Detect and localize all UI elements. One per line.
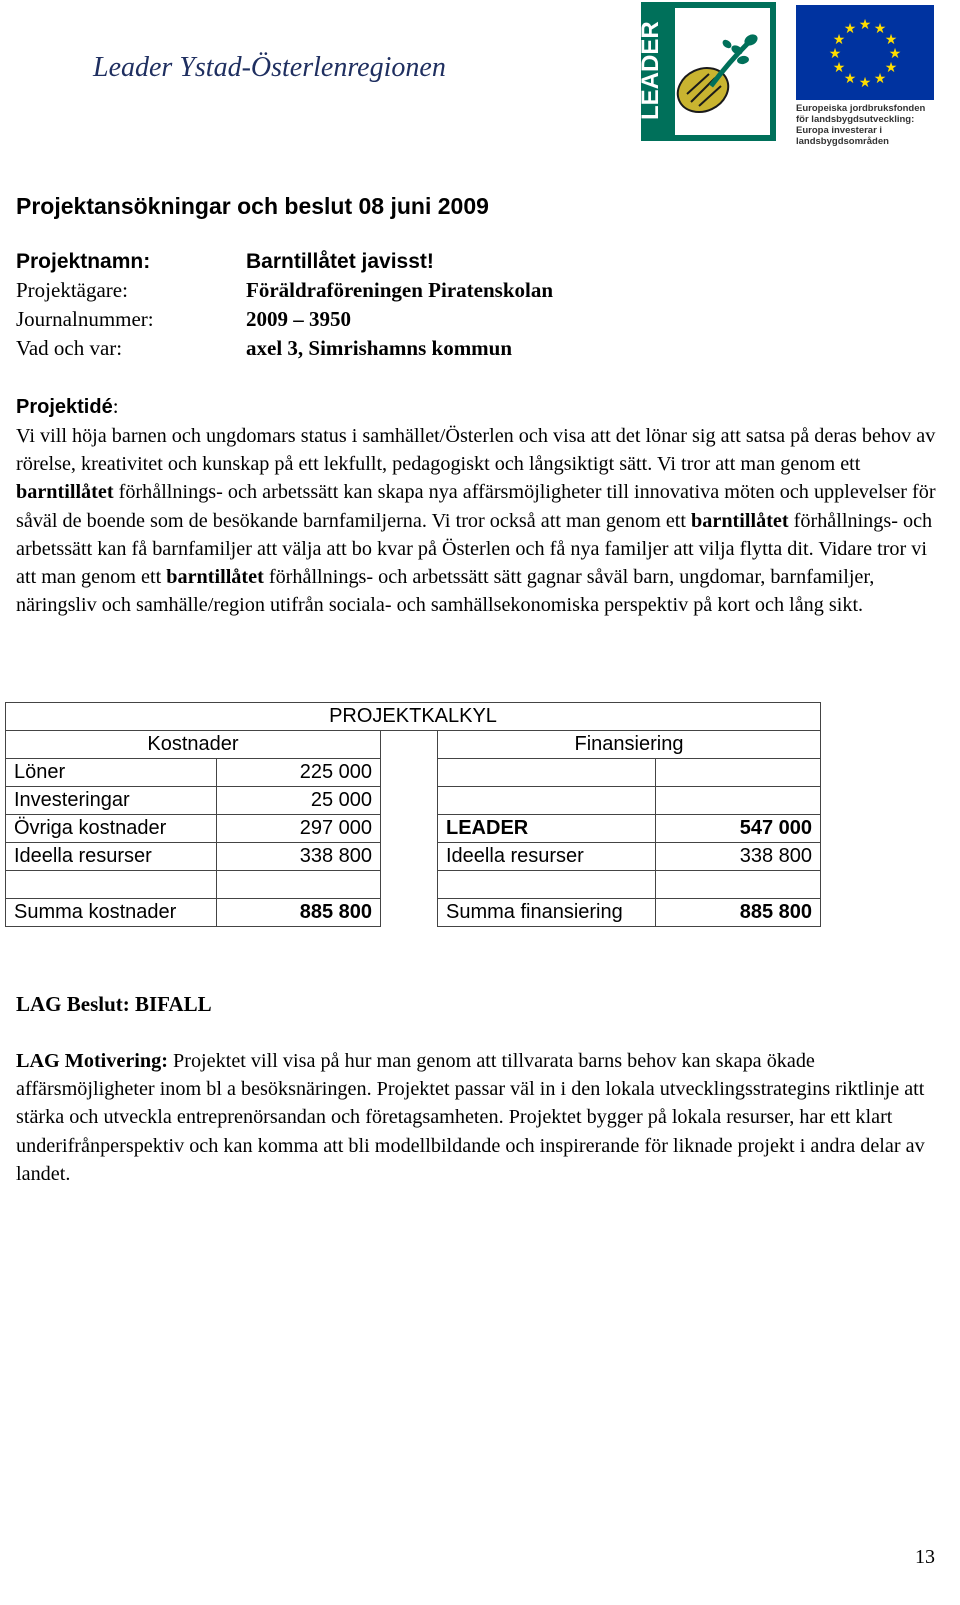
cost-label: Ideella resurser (6, 843, 217, 871)
cost-total-label: Summa kostnader (6, 899, 217, 927)
idea-text-part: Vi vill höja barnen och ungdomars status i samhället/Österlen och visa att det lönar sig att satsa på deras behov av rörelse, kreativitet och kunskap på ett lekfullt, pedagogiskt och långsiktigt sätt. Vi tror att man genom ett (16, 425, 936, 476)
meta-label: Projektnamn: (16, 250, 151, 273)
svg-text:★: ★ (884, 32, 898, 48)
cost-value: 225 000 (217, 759, 381, 787)
cost-label: Investeringar (6, 787, 217, 815)
idea-heading (16, 394, 119, 419)
eu-caption: Europeiska jordbruksfonden för landsbygdsutveckling: Europa investerar i landsbygdsområden (796, 103, 926, 147)
spacer-cell (381, 787, 438, 815)
motivation-text: Projektet vill visa på hur man genom att tillvarata barns behov kan skapa ökade affärsmöjligheter inom bl a besöksnäringen. Projektet passar väl in i den lokala utvecklingsstrategins riktlinje att stärka och utveckla entreprenörsandan och företagsamheten. Projektet bygger på lokala resurser, har ett klart underifrånperspektiv och kan komma att bli modellbildande och inspirerande för liknade projekt i andra delar av landet. (16, 1050, 925, 1185)
idea-text-part: förhållnings- och arbetssätt kan få barnfamiljer att välja att bo kvar på Österlen och få nya familjer att vilja flytta dit. Vidare tror vi att man genom ett (16, 509, 933, 589)
cost-label: Övriga kostnader (6, 815, 217, 843)
lag-decision: LAG Beslut: BIFALL (16, 992, 212, 1016)
table-row (6, 759, 821, 787)
idea-colon: : (112, 394, 119, 418)
empty-cell (438, 871, 656, 899)
svg-text:★: ★ (843, 71, 857, 87)
financing-total-label: Summa finansiering (438, 899, 656, 927)
page-number: 13 (915, 1546, 935, 1568)
svg-text:★: ★ (873, 71, 887, 87)
header-title: Leader Ystad-Österlenregionen (93, 52, 446, 83)
svg-text:★: ★ (858, 75, 872, 91)
document-title: Projektansökningar och beslut 08 juni 2009 (16, 193, 489, 219)
financing-value: 338 800 (656, 843, 821, 871)
spacer-cell (381, 759, 438, 787)
idea-label: Projektidé (16, 396, 113, 418)
table-row (6, 899, 821, 927)
costs-header: Kostnader (6, 731, 381, 759)
meta-value: Föräldraföreningen Piratenskolan (246, 278, 554, 302)
table-row (6, 703, 821, 731)
svg-text:★: ★ (888, 46, 902, 62)
meta-row-project-name (16, 245, 553, 274)
budget-title: PROJEKTKALKYL (6, 703, 821, 731)
financing-label (438, 787, 656, 815)
project-budget-table (5, 702, 821, 927)
svg-text:★: ★ (843, 21, 857, 37)
table-row (6, 815, 821, 843)
table-row (6, 843, 821, 871)
financing-total-value: 885 800 (656, 899, 821, 927)
meta-label: Vad och var: (16, 336, 123, 360)
leader-logo (637, 2, 776, 141)
idea-text-part: förhållnings- och arbetssätt sätt gagnar såväl barn, ungdomar, barnfamiljer, näringsliv och samhälle/region utifrån sociala- och samhällsekonomiska perspektiv på kort och lång sikt. (16, 566, 875, 617)
spacer-cell (381, 815, 438, 843)
idea-text-part: förhållnings- och arbetssätt kan skapa nya affärsmöjligheter till innovativa möten och upplevelser för såväl de boende som de besökande barnfamiljerna. Vi tror också att man genom ett (16, 481, 936, 532)
idea-paragraph (16, 422, 941, 619)
svg-text:★: ★ (858, 17, 872, 33)
spacer-cell (381, 731, 438, 759)
meta-label: Projektägare: (16, 278, 128, 302)
table-row (6, 787, 821, 815)
spacer-cell (381, 871, 438, 899)
spacer-cell (381, 899, 438, 927)
cost-value: 25 000 (217, 787, 381, 815)
financing-label (438, 759, 656, 787)
cost-total-value: 885 800 (217, 899, 381, 927)
empty-cell (6, 871, 217, 899)
table-row (6, 731, 821, 759)
svg-text:★: ★ (884, 60, 898, 76)
motivation-label: LAG Motivering: (16, 1050, 168, 1072)
svg-text:★: ★ (832, 60, 846, 76)
project-meta (16, 245, 553, 361)
meta-row-where (16, 332, 553, 361)
idea-emphasis: barntillåtet (16, 481, 114, 504)
svg-text:★: ★ (832, 32, 846, 48)
meta-row-owner (16, 274, 553, 303)
meta-row-journal (16, 303, 553, 332)
meta-value: 2009 – 3950 (246, 307, 351, 331)
table-row (6, 871, 821, 899)
financing-header: Finansiering (438, 731, 821, 759)
empty-cell (656, 871, 821, 899)
leader-logo-text: LEADER (637, 21, 664, 120)
financing-label: LEADER (438, 815, 656, 843)
lag-motivation (16, 1047, 944, 1188)
meta-value: axel 3, Simrishamns kommun (246, 336, 513, 360)
financing-label: Ideella resurser (438, 843, 656, 871)
idea-emphasis: barntillåtet (166, 566, 264, 589)
financing-value (656, 787, 821, 815)
spacer-cell (381, 843, 438, 871)
meta-label: Journalnummer: (16, 307, 154, 331)
cost-label: Löner (6, 759, 217, 787)
empty-cell (217, 871, 381, 899)
financing-value: 547 000 (656, 815, 821, 843)
cost-value: 338 800 (217, 843, 381, 871)
idea-emphasis: barntillåtet (691, 509, 789, 532)
meta-value: Barntillåtet javisst! (246, 250, 434, 273)
cost-value: 297 000 (217, 815, 381, 843)
svg-text:★: ★ (873, 21, 887, 37)
svg-text:★: ★ (828, 46, 842, 62)
financing-value (656, 759, 821, 787)
